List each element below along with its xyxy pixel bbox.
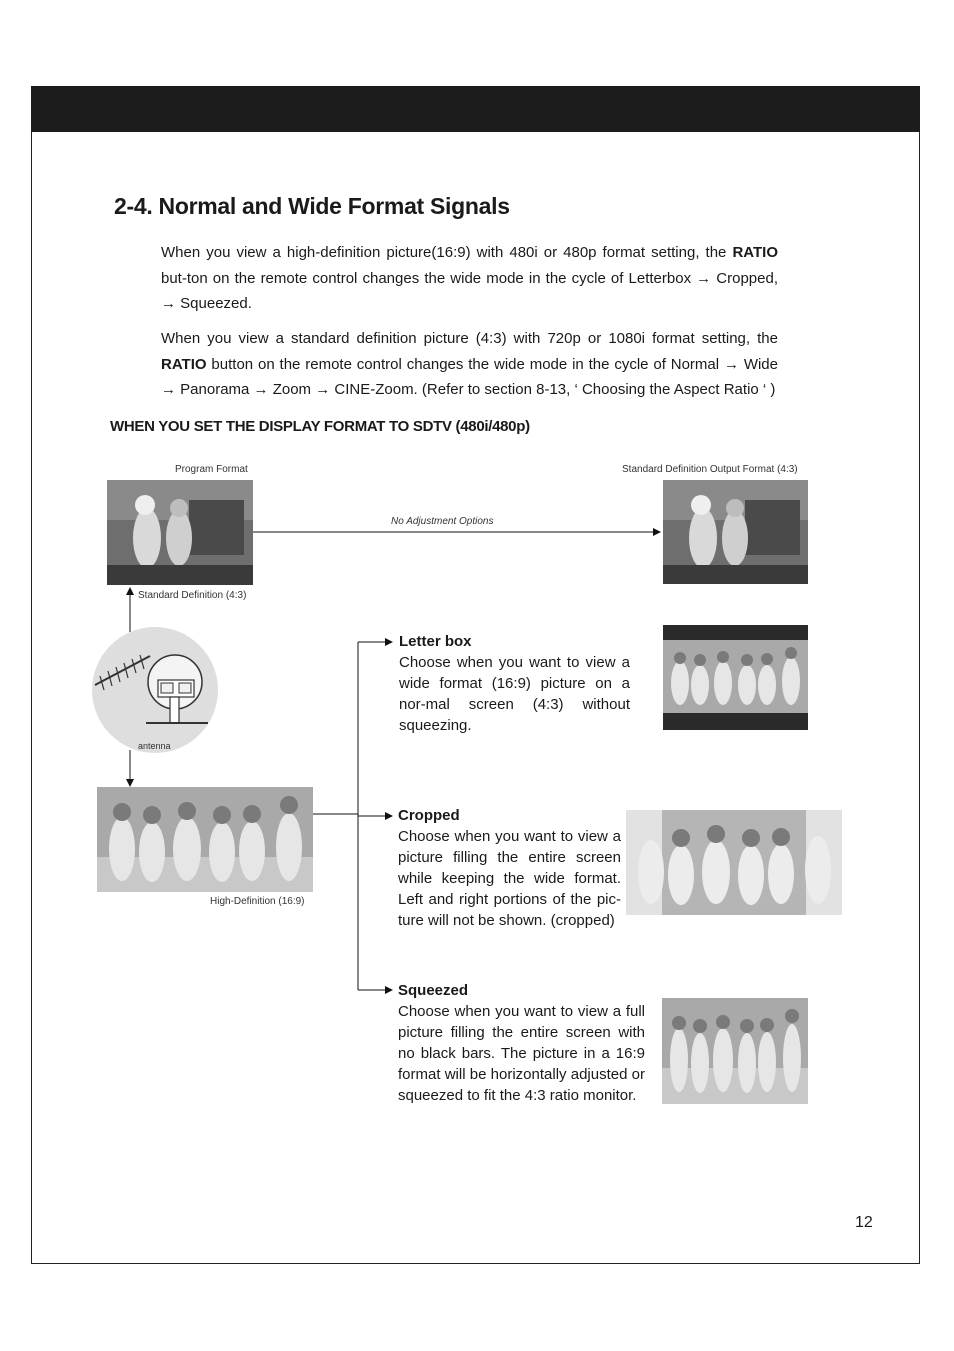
- sd-output-picture: [663, 480, 808, 584]
- section-title: 2-4. Normal and Wide Format Signals: [114, 193, 510, 219]
- page-number: 12: [855, 1214, 873, 1231]
- squeezed-title: Squeezed: [398, 982, 469, 999]
- squeezed-option: [398, 980, 645, 1106]
- ratio-keyword-2: RATIO: [161, 355, 207, 373]
- p2-text-a: When you view a standard definition picture (4:3) with 720p or 1080i format setting, the: [161, 330, 778, 347]
- p1-text-a: When you view a high-definition picture(16:9) with 480i or 480p format setting, the: [161, 244, 733, 261]
- hd-source-picture: [97, 787, 313, 892]
- sd-source-label: Standard Definition (4:3): [138, 590, 247, 601]
- ratio-keyword-1: RATIO: [732, 244, 778, 261]
- cropped-title: Cropped: [398, 807, 460, 824]
- letterbox-title: Letter box: [399, 633, 472, 650]
- hd-source-label: High-Definition (16:9): [210, 896, 305, 907]
- sd-output-label: Standard Definition Output Format (4:3): [622, 464, 798, 475]
- antenna-icon: [92, 627, 218, 753]
- letterbox-text: Choose when you want to view a wide format (16:9) picture on a nor-mal screen (4:3) without squeezing.: [399, 654, 630, 734]
- no-adjust-label: No Adjustment Options: [391, 516, 494, 527]
- cropped-picture: [626, 810, 842, 915]
- antenna-label: antenna: [138, 741, 171, 751]
- cropped-option: [398, 805, 621, 931]
- letterbox-picture: [663, 625, 808, 730]
- squeezed-picture: [662, 998, 808, 1104]
- p1-text-b: but-ton on the remote control changes the wide mode in the cycle of Letterbox → Cropped, → Squeezed.: [161, 269, 778, 312]
- p2-text-b: button on the remote control changes the wide mode in the cycle of Normal → Wide → Panorama → Zoom → CINE-Zoom. (Refer to section 8-13, ‘ Choosing the Aspect Ratio ‘ ): [161, 355, 778, 398]
- program-format-label: Program Format: [175, 464, 248, 475]
- sd-source-picture: [107, 480, 253, 585]
- squeezed-text: Choose when you want to view a full picture filling the entire screen with no black bars. The picture in a 16:9 format will be horizontally adjusted or squeezed to fit the 4:3 ratio monitor.: [398, 1003, 645, 1104]
- cropped-text: Choose when you want to view a picture filling the entire screen while keeping the wide format. Left and right portions of the pic-ture will not be shown. (cropped): [398, 828, 621, 929]
- letterbox-option: [399, 631, 630, 736]
- subheading: WHEN YOU SET THE DISPLAY FORMAT TO SDTV (480i/480p): [110, 418, 530, 435]
